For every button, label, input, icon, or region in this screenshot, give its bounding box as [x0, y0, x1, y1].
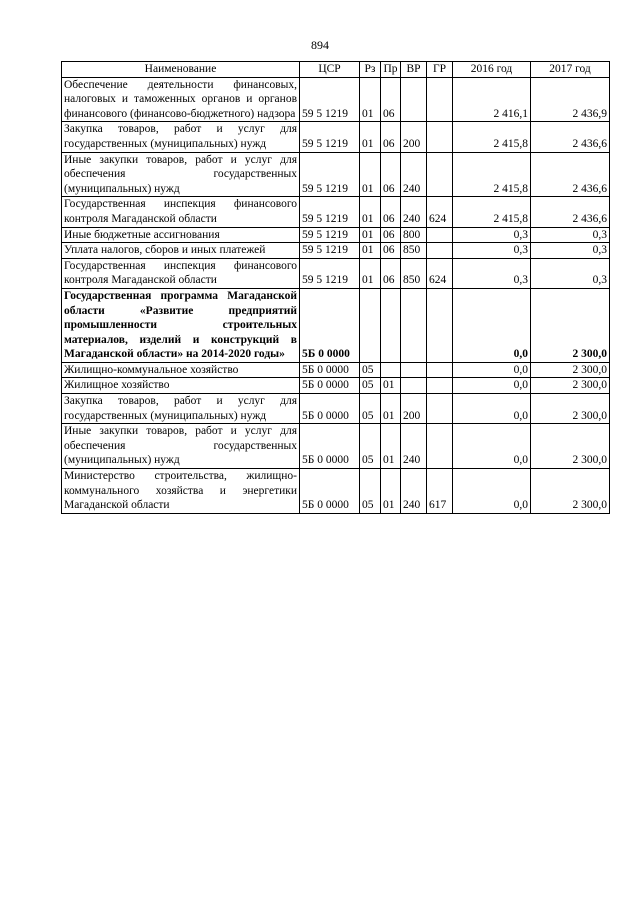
cell-rz: 05 — [360, 362, 381, 378]
cell-2016: 2 415,8 — [453, 122, 531, 152]
cell-name: Государственная инспекция финансового контроля Магаданской области — [62, 258, 300, 288]
header-pr: Пр — [381, 62, 401, 78]
cell-csr: 59 5 1219 — [300, 258, 360, 288]
cell-2016: 0,0 — [453, 469, 531, 514]
cell-gr — [427, 227, 453, 243]
cell-2016: 2 416,1 — [453, 77, 531, 122]
table-row — [62, 152, 610, 197]
cell-name: Обеспечение деятельности финансовых, налоговых и таможенных органов и органов финансового (финансово-бюджетного) надзора — [62, 77, 300, 122]
cell-2016: 0,3 — [453, 227, 531, 243]
cell-rz: 01 — [360, 258, 381, 288]
cell-rz: 05 — [360, 378, 381, 394]
cell-vr: 200 — [401, 122, 427, 152]
cell-2016: 0,0 — [453, 378, 531, 394]
table-row — [62, 288, 610, 362]
cell-pr: 01 — [381, 424, 401, 469]
cell-csr: 5Б 0 0000 — [300, 469, 360, 514]
cell-2017: 2 300,0 — [531, 362, 610, 378]
cell-pr: 06 — [381, 197, 401, 227]
cell-2016: 0,0 — [453, 288, 531, 362]
cell-2016: 2 415,8 — [453, 197, 531, 227]
cell-pr: 06 — [381, 122, 401, 152]
cell-2016: 0,0 — [453, 424, 531, 469]
cell-csr: 5Б 0 0000 — [300, 394, 360, 424]
header-gr: ГР — [427, 62, 453, 78]
cell-2016: 2 415,8 — [453, 152, 531, 197]
table-row — [62, 378, 610, 394]
cell-name: Иные закупки товаров, работ и услуг для обеспечения государственных (муниципальных) нужд — [62, 424, 300, 469]
cell-gr — [427, 77, 453, 122]
cell-rz: 05 — [360, 394, 381, 424]
cell-vr: 850 — [401, 243, 427, 259]
cell-2017: 2 300,0 — [531, 424, 610, 469]
cell-vr: 240 — [401, 469, 427, 514]
cell-name: Закупка товаров, работ и услуг для государственных (муниципальных) нужд — [62, 122, 300, 152]
cell-rz: 01 — [360, 77, 381, 122]
cell-csr: 59 5 1219 — [300, 122, 360, 152]
cell-rz — [360, 288, 381, 362]
cell-csr: 5Б 0 0000 — [300, 378, 360, 394]
cell-vr: 200 — [401, 394, 427, 424]
page-number: 894 — [311, 38, 329, 52]
cell-pr: 01 — [381, 469, 401, 514]
cell-pr: 06 — [381, 243, 401, 259]
table-body — [62, 77, 610, 513]
cell-vr — [401, 288, 427, 362]
cell-gr — [427, 243, 453, 259]
table-row — [62, 362, 610, 378]
cell-vr — [401, 77, 427, 122]
cell-2017: 2 300,0 — [531, 378, 610, 394]
cell-2017: 2 436,6 — [531, 122, 610, 152]
header-row — [62, 62, 610, 78]
cell-name: Министерство строительства, жилищно-коммунального хозяйства и энергетики Магаданской области — [62, 469, 300, 514]
table-row — [62, 227, 610, 243]
cell-2017: 2 300,0 — [531, 288, 610, 362]
cell-gr — [427, 122, 453, 152]
cell-vr: 240 — [401, 424, 427, 469]
header-2017: 2017 год — [531, 62, 610, 78]
cell-csr: 59 5 1219 — [300, 197, 360, 227]
cell-pr — [381, 362, 401, 378]
cell-rz: 05 — [360, 469, 381, 514]
cell-csr: 59 5 1219 — [300, 227, 360, 243]
cell-vr — [401, 362, 427, 378]
cell-2017: 2 300,0 — [531, 469, 610, 514]
cell-vr: 800 — [401, 227, 427, 243]
cell-name: Закупка товаров, работ и услуг для государственных (муниципальных) нужд — [62, 394, 300, 424]
cell-gr — [427, 378, 453, 394]
cell-rz: 01 — [360, 122, 381, 152]
cell-pr: 06 — [381, 152, 401, 197]
cell-pr: 06 — [381, 227, 401, 243]
cell-gr — [427, 152, 453, 197]
cell-gr — [427, 362, 453, 378]
cell-name: Жилищное хозяйство — [62, 378, 300, 394]
cell-pr: 06 — [381, 77, 401, 122]
cell-rz: 01 — [360, 243, 381, 259]
table-row — [62, 394, 610, 424]
cell-pr: 06 — [381, 258, 401, 288]
cell-2016: 0,0 — [453, 394, 531, 424]
table-row — [62, 243, 610, 259]
cell-name: Государственная программа Магаданской области «Развитие предприятий промышленности строительных материалов, изделий и конструкций в Магаданской области» на 2014-2020 годы» — [62, 288, 300, 362]
table-row — [62, 258, 610, 288]
table-row — [62, 469, 610, 514]
cell-2017: 2 436,6 — [531, 152, 610, 197]
cell-gr: 617 — [427, 469, 453, 514]
table-row — [62, 77, 610, 122]
cell-vr: 240 — [401, 197, 427, 227]
table-row — [62, 424, 610, 469]
cell-2017: 0,3 — [531, 227, 610, 243]
cell-pr: 01 — [381, 378, 401, 394]
cell-name: Иные бюджетные ассигнования — [62, 227, 300, 243]
cell-name: Жилищно-коммунальное хозяйство — [62, 362, 300, 378]
cell-pr — [381, 288, 401, 362]
cell-2016: 0,3 — [453, 258, 531, 288]
cell-csr: 59 5 1219 — [300, 152, 360, 197]
cell-2017: 2 436,9 — [531, 77, 610, 122]
table-row — [62, 197, 610, 227]
cell-gr: 624 — [427, 258, 453, 288]
cell-2017: 0,3 — [531, 243, 610, 259]
cell-name: Иные закупки товаров, работ и услуг для обеспечения государственных (муниципальных) нужд — [62, 152, 300, 197]
table-row — [62, 122, 610, 152]
cell-name: Государственная инспекция финансового контроля Магаданской области — [62, 197, 300, 227]
cell-gr: 624 — [427, 197, 453, 227]
cell-rz: 05 — [360, 424, 381, 469]
cell-gr — [427, 394, 453, 424]
cell-2017: 0,3 — [531, 258, 610, 288]
cell-gr — [427, 424, 453, 469]
cell-csr: 5Б 0 0000 — [300, 362, 360, 378]
cell-vr: 240 — [401, 152, 427, 197]
cell-vr — [401, 378, 427, 394]
header-csr: ЦСР — [300, 62, 360, 78]
cell-rz: 01 — [360, 197, 381, 227]
cell-rz: 01 — [360, 227, 381, 243]
cell-gr — [427, 288, 453, 362]
cell-2016: 0,3 — [453, 243, 531, 259]
cell-csr: 59 5 1219 — [300, 77, 360, 122]
cell-pr: 01 — [381, 394, 401, 424]
budget-table — [61, 61, 610, 514]
cell-2017: 2 300,0 — [531, 394, 610, 424]
cell-csr: 59 5 1219 — [300, 243, 360, 259]
cell-csr: 5Б 0 0000 — [300, 288, 360, 362]
cell-2017: 2 436,6 — [531, 197, 610, 227]
header-2016: 2016 год — [453, 62, 531, 78]
cell-rz: 01 — [360, 152, 381, 197]
header-rz: Рз — [360, 62, 381, 78]
header-vr: ВР — [401, 62, 427, 78]
cell-csr: 5Б 0 0000 — [300, 424, 360, 469]
cell-name: Уплата налогов, сборов и иных платежей — [62, 243, 300, 259]
cell-2016: 0,0 — [453, 362, 531, 378]
cell-vr: 850 — [401, 258, 427, 288]
header-name: Наименование — [62, 62, 300, 78]
